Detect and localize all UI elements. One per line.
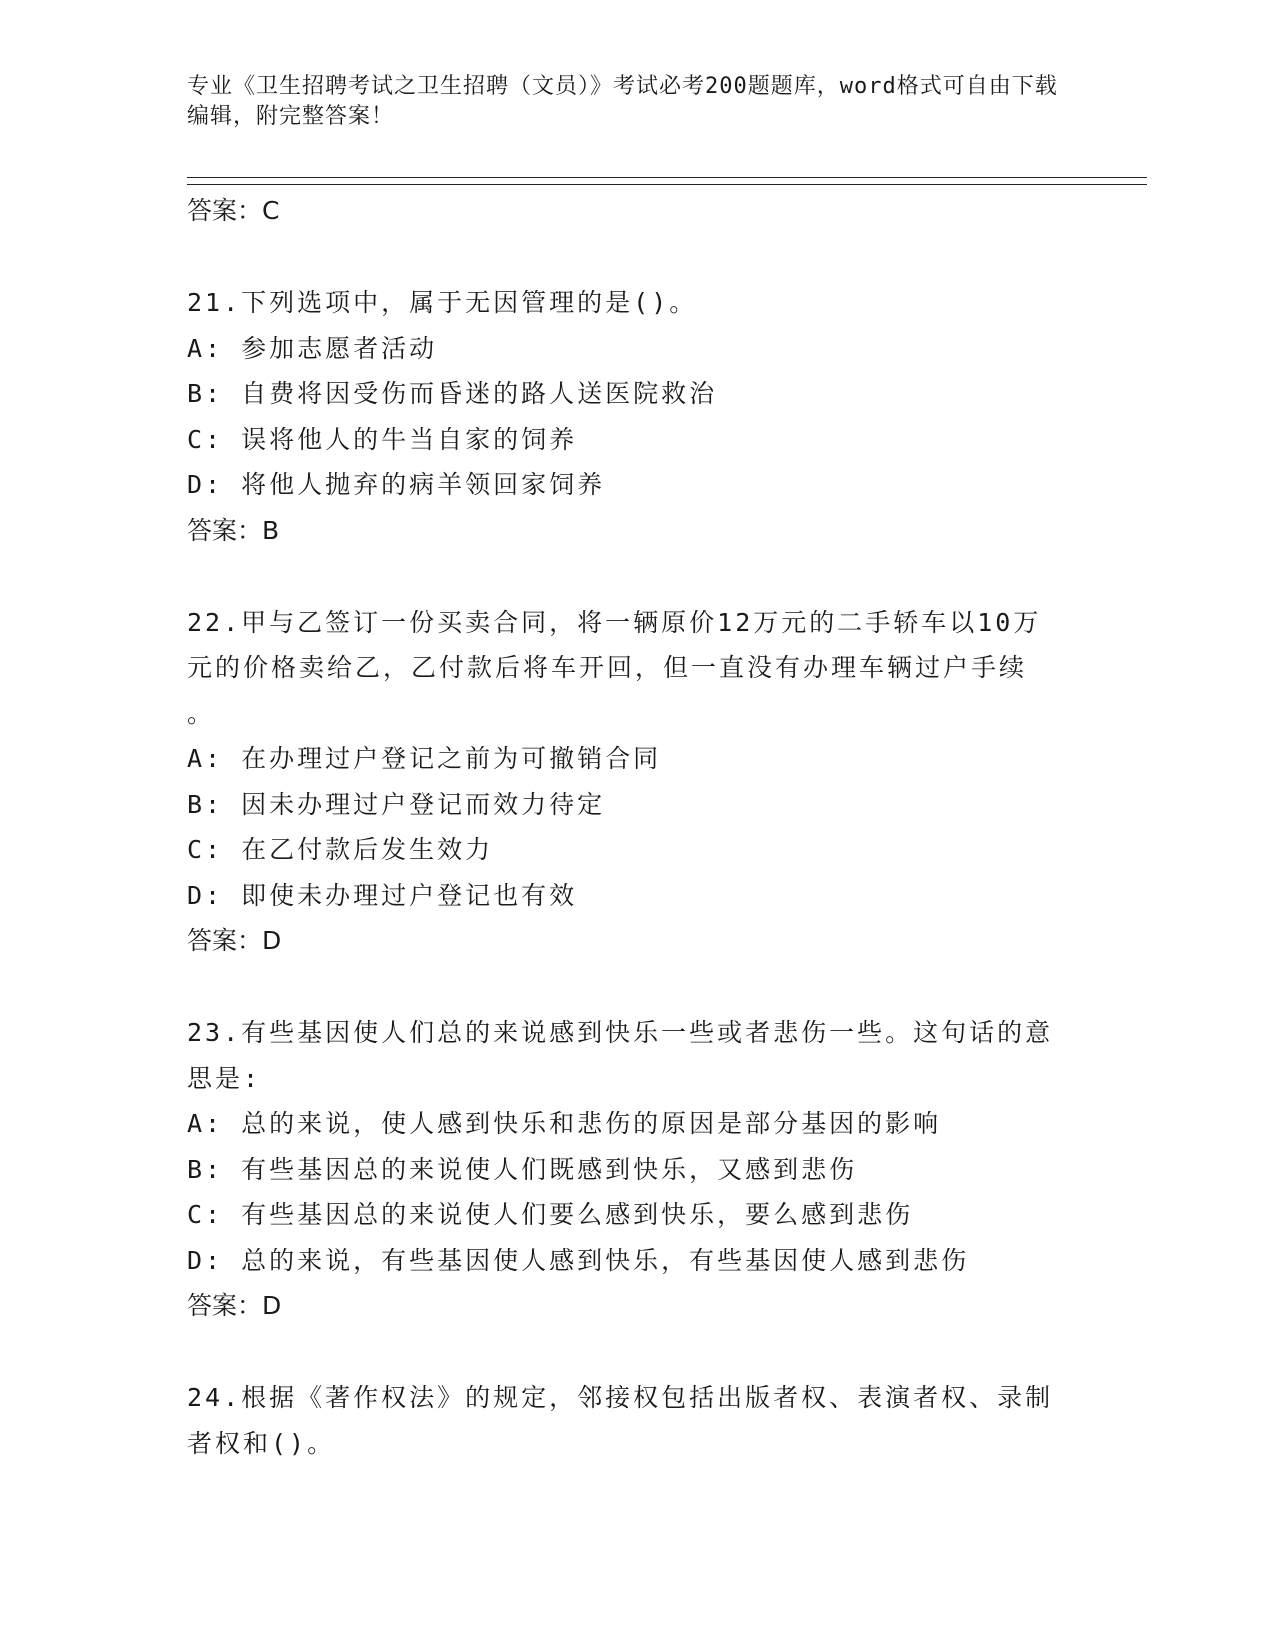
question-list <box>187 188 1067 1466</box>
option-d: D: 即使未办理过户登记也有效 <box>187 880 578 910</box>
option-c: C: 在乙付款后发生效力 <box>187 835 494 864</box>
option-c: C: 误将他人的牛当自家的饲养 <box>187 424 578 454</box>
question-text: 21.下列选项中，属于无因管理的是()。 <box>187 288 698 317</box>
question-text: 24.根据《著作权法》的规定，邻接权包括出版者权、表演者权、录制 <box>187 1383 1054 1412</box>
question-text: 元的价格卖给乙，乙付款后将车开回，但一直没有办理车辆过户手续 <box>187 653 1028 682</box>
option-b: B: 自费将因受伤而昏迷的路人送医院救治 <box>187 379 718 408</box>
question-text: 23.有些基因使人们总的来说感到快乐一些或者悲伤一些。这句话的意 <box>187 1018 1054 1047</box>
question-21 <box>187 280 1067 554</box>
option-a: A: 总的来说，使人感到快乐和悲伤的原因是部分基因的影响 <box>187 1109 942 1138</box>
document-header: 专业《卫生招聘考试之卫生招聘（文员）》考试必考200题题库，word格式可自由下载编辑，附完整答案！ <box>187 74 1058 129</box>
question-22 <box>187 600 1067 965</box>
header-divider <box>187 177 1147 185</box>
option-a: A: 参加志愿者活动 <box>187 333 438 363</box>
answer-line: 答案：D <box>187 926 282 955</box>
question-text: 思是: <box>187 1063 262 1093</box>
question-24 <box>187 1375 1067 1466</box>
option-a: A: 在办理过户登记之前为可撤销合同 <box>187 744 662 773</box>
option-d: D: 将他人抛弃的病羊领回家饲养 <box>187 470 606 499</box>
answer-line: 答案：C <box>187 196 280 225</box>
option-b: B: 有些基因总的来说使人们既感到快乐，又感到悲伤 <box>187 1154 858 1184</box>
question-text: 者权和()。 <box>187 1428 336 1458</box>
question-text: 22.甲与乙签订一份买卖合同，将一辆原价12万元的二手轿车以10万 <box>187 607 1042 637</box>
option-b: B: 因未办理过户登记而效力待定 <box>187 789 606 819</box>
option-d: D: 总的来说，有些基因使人感到快乐，有些基因使人感到悲伤 <box>187 1245 970 1275</box>
answer-line: 答案：B <box>187 515 280 545</box>
question-text: 。 <box>187 698 216 728</box>
question-23 <box>187 1010 1067 1329</box>
answer-line: 答案：D <box>187 1291 282 1320</box>
option-c: C: 有些基因总的来说使人们要么感到快乐，要么感到悲伤 <box>187 1200 914 1229</box>
